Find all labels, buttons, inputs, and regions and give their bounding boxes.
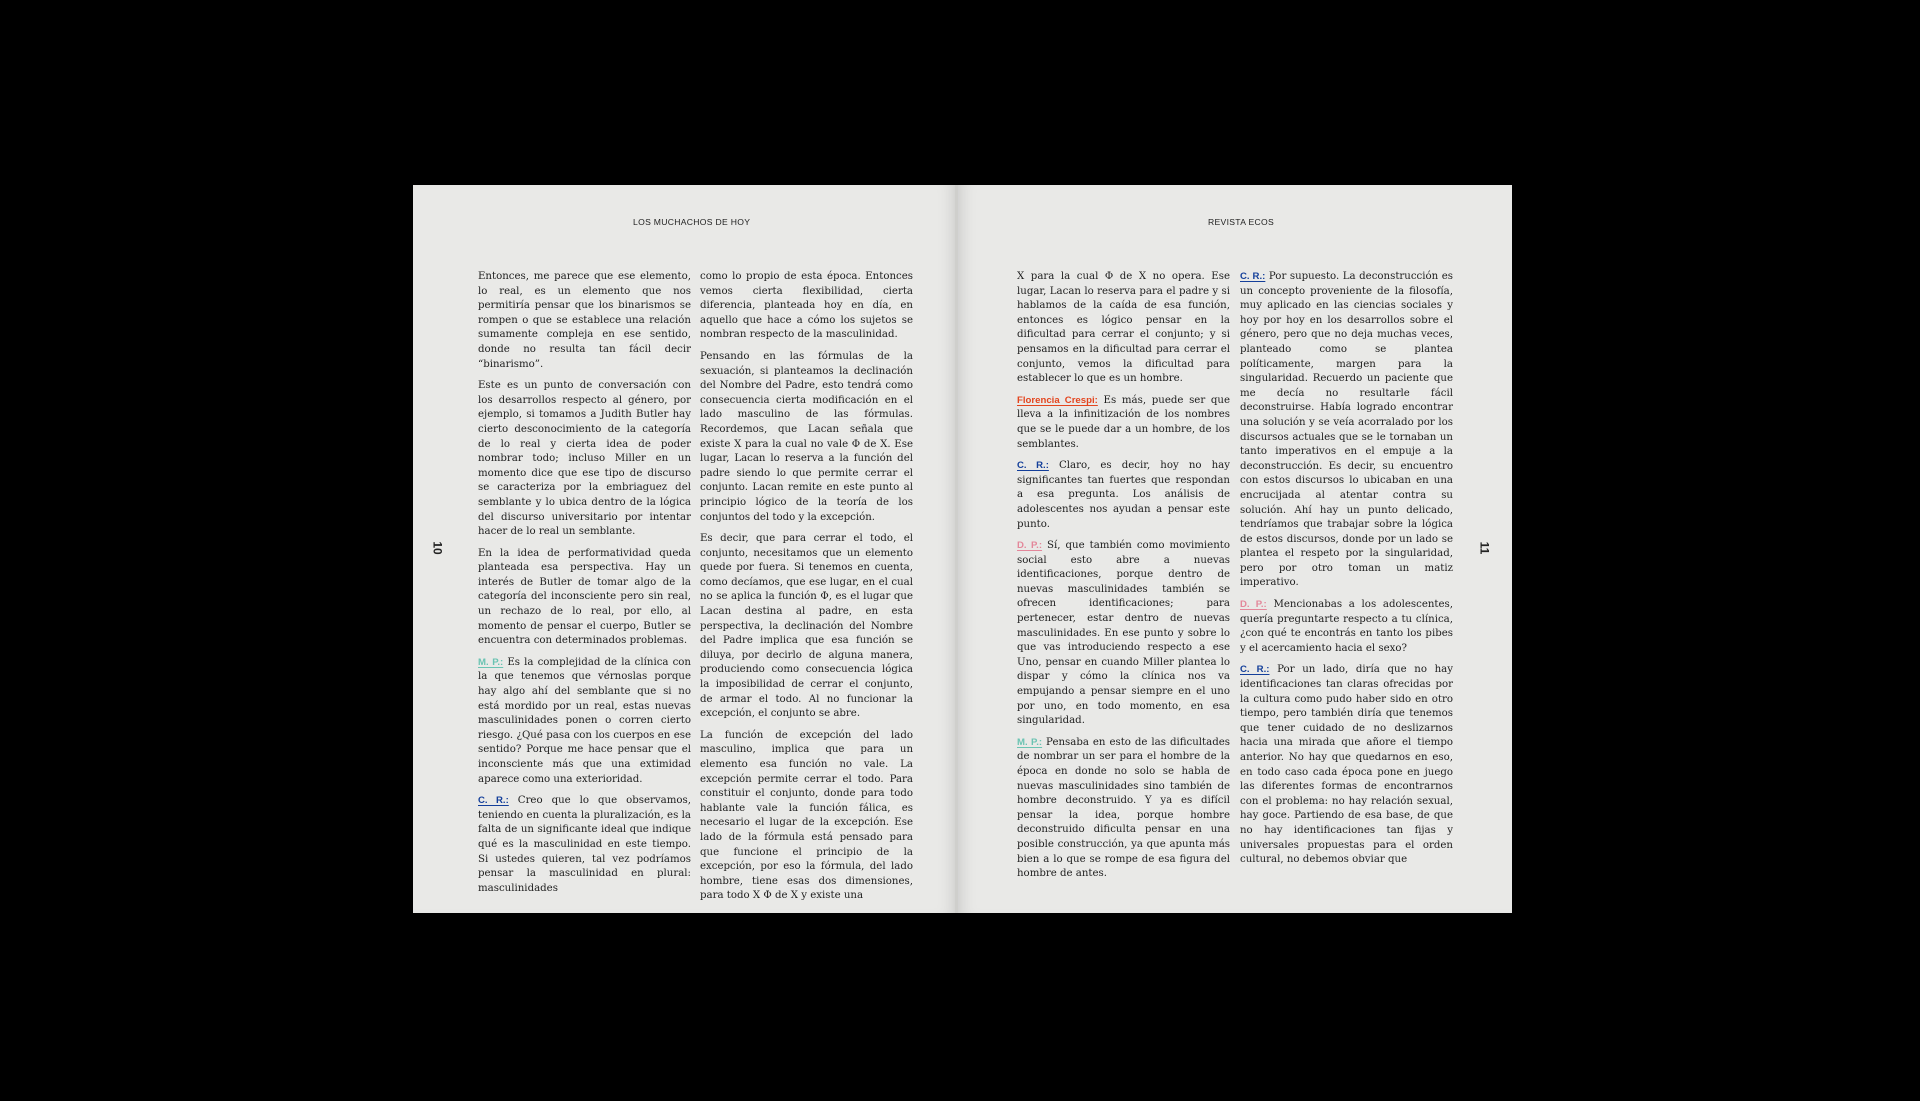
paragraph: La función de excepción del lado masculino, implica que para un elemento esa función no vale. La excepción permite cerrar el todo. Para constituir el conjunto, donde para todo hablante vale la función fálica, es necesario el lugar de la excepción. Ese lado de la fórmula está pensado para que funcione el principio de la excepción, por eso la fórmula, del lado hombre, tiene esas dos dimensiones, para todo X Φ de X y existe una (700, 729, 913, 902)
paragraph: X para la cual Φ de X no opera. Ese lugar, Lacan lo reserva para el padre y si hablamos de la caída de esa función, entonces es lógico pensar en la dificultad para cerrar el conjunto; y si pensamos en la dificultad para cerrar el conjunto, vemos la dificultad para establecer lo que es un hombre. (1017, 271, 1230, 385)
left-column-2 (700, 270, 913, 911)
right-page (958, 185, 1512, 913)
speaker-label-mp: M. P.: (478, 656, 504, 668)
page-number-right: 11 (1477, 541, 1492, 555)
dialogue-paragraph (1240, 598, 1453, 656)
paragraph: Entonces, me parece que ese elemento, lo real, es un elemento que nos permitiría pensar que los binarismos se rompen o que se establece una relación sumamente compleja en ese sentido, donde no resulta tan fácil decir “binarismo”. (478, 271, 691, 370)
speaker-label-cr: C. R.: (1240, 664, 1270, 676)
left-column-1 (478, 270, 691, 903)
speaker-label-florencia-crespi: Florencia Crespi: (1017, 394, 1098, 406)
speaker-label-cr: C. R.: (478, 795, 509, 807)
speaker-label-dp: D. P.: (1240, 599, 1267, 611)
dialogue-paragraph (1240, 270, 1453, 591)
dialogue-text: Mencionabas a los adolescentes, quería preguntarte respecto a tu clínica, ¿con qué te encontrás en tanto los pibes y el acercamiento hacia el sexo? (1240, 599, 1454, 654)
dialogue-text: Por un lado, diría que no hay identificaciones tan claras ofrecidas por la cultura como pudo haber sido en otro tiempo, pero también diría que tenemos que tener cuidado de no deslizarnos hacia una mirada que añore el tiempo anterior. No hay que quedarnos en eso, en todo caso cada época pone en juego las diferentes formas de encontrarnos con el problema: no hay relación sexual, hay goce. Partiendo de esa base, de que no hay identificaciones tan fijas y universales propuestas para el orden cultural, no debemos obviar que (1240, 664, 1453, 866)
dialogue-paragraph (1017, 539, 1230, 729)
page-number-left: 10 (430, 541, 445, 555)
dialogue-text: Sí, que también como movimiento social esto abre a nuevas identificaciones, porque dentro de nuevas masculinidades también se ofrecen identificaciones; para pertenecer, estar dentro de nuevas masculinidades. En ese punto y sobre lo que vas introduciendo respecto a ese Uno, pensar en cuando Miller plantea lo dispar y cómo la clínica nos va empujando a pensar siempre en el uno por uno, en todo momento, en esa singularidad. (1017, 540, 1231, 727)
dialogue-text: Creo que lo que observamos, teniendo en cuenta la pluralización, es la falta de un significante ideal que indique qué es la masculinidad en este tiempo. Si ustedes quieren, tal vez podríamos pensar la masculinidad en plural: masculinidades (478, 795, 691, 894)
speaker-label-mp: M. P.: (1017, 736, 1043, 748)
paragraph: Este es un punto de conversación con los desarrollos respecto al género, por ejemplo, si tomamos a Judith Butler hay cierto desconocimiento de la categoría de lo real y cierta idea de poder nombrar todo; incluso Miller en un momento dice que ese tipo de discurso se caracteriza por la embriaguez del semblante y lo ubica dentro de la lógica del discurso universitario por intentar hacer de lo real un semblante. (478, 380, 691, 538)
running-head-left: LOS MUCHACHOS DE HOY (633, 217, 751, 227)
dialogue-text: Es la complejidad de la clínica con la que tenemos que vérnoslas porque hay algo ahí del semblante que si no está mordido por un real, estas nuevas masculinidades ponen o corren cierto riesgo. ¿Qué pasa con los cuerpos en ese sentido? Porque me hace pensar que el inconsciente más que una extimidad aparece como una exterioridad. (478, 656, 691, 785)
dialogue-paragraph (478, 656, 691, 787)
speaker-label-dp: D. P.: (1017, 540, 1043, 552)
paragraph: Es decir, que para cerrar el todo, el conjunto, necesitamos que un elemento quede por fuera. Si tenemos en cuenta, como decíamos, que ese lugar, en el cual no se aplica la función Φ, es el lugar que Lacan destina al padre, en esta perspectiva, la declinación del Nombre del Padre implica que esa función se diluya, por decirlo de alguna manera, produciendo como consecuencia lógica la imposibilidad de cerrar el conjunto, de armar el todo. Al no funcionar la excepción, el conjunto se abre. (700, 533, 913, 720)
speaker-label-cr: C. R.: (1240, 271, 1266, 282)
dialogue-text: Claro, es decir, hoy no hay significantes tan fuertes que respondan a esa pregunta. Los análisis de adolescentes nos ayudan a pensar este punto. (1017, 460, 1230, 530)
dialogue-text: Es más, puede ser que lleva a la infinitización de los nombres que se le puede dar a un hombre, de los semblantes. (1017, 394, 1230, 450)
dialogue-paragraph (1017, 736, 1230, 882)
dialogue-paragraph (478, 794, 691, 896)
right-column-1 (1017, 270, 1230, 889)
left-page (413, 185, 956, 913)
running-head-right: REVISTA ECOS (1208, 217, 1275, 227)
dialogue-paragraph (1017, 394, 1230, 452)
dialogue-paragraph (1240, 663, 1453, 867)
paragraph: Pensando en las fórmulas de la sexuación, si planteamos la declinación del Nombre del Padre, esto tendrá como consecuencia cierta modificación en el lado masculino de las fórmulas. Recordemos, que Lacan señala que existe X para la cual no vale Φ de X. Ese lugar, Lacan lo reserva a la función del padre siendo lo que permite cerrar el conjunto. Lacan remite en este punto al principio lógico de la teoría de los conjuntos del todo y la excepción. (700, 350, 913, 523)
paragraph: En la idea de performatividad queda planteada esa perspectiva. Hay un interés de Butler de tomar algo de la categoría del inconsciente pero sin real, un rechazo de lo real, por ello, al momento de pensar el cuerpo, Butler se encuentra con determinados problemas. (478, 547, 691, 647)
dialogue-text: Pensaba en esto de las dificultades de nombrar un ser para el hombre de la época en donde no solo se habla de nuevas masculinidades sino también de hombre deconstruido. Y ya es difícil pensar la idea, porque hombre deconstruido dificulta pensar en una posible construcción, ya que apunta más bien a lo que se rompe de esa figura del hombre de antes. (1017, 736, 1230, 880)
dialogue-text: Por supuesto. La deconstrucción es un concepto proveniente de la filosofía, muy aplicado en las ciencias sociales y hoy por hoy en los desarrollos sobre el género, pero que no deja muchas veces, planteado como se plantea políticamente, margen para la singularidad. Recuerdo un paciente que me decía no resultarle fácil deconstruirse. Había logrado encontrar una solución y se veía acorralado por los discursos actuales que se le tornaban un tanto imperativos en el empuje a la deconstrucción. Es decir, su encuentro con estos discursos lo ubicaban en una encrucijada al atentar contra su solución. Ahí hay un punto delicado, tendríamos que trabajar sobre la lógica de estos discursos, donde por un lado se plantea el respeto por la singularidad, pero por otro toman un matiz imperativo. (1240, 271, 1453, 589)
dialogue-paragraph (1017, 459, 1230, 532)
paragraph: como lo propio de esta época. Entonces vemos cierta flexibilidad, cierta diferencia, planteada hoy en día, en aquello que hace a cómo los sujetos se nombran respecto de la masculinidad. (700, 271, 913, 341)
speaker-label-cr: C. R.: (1017, 460, 1049, 472)
right-column-2 (1240, 270, 1453, 875)
